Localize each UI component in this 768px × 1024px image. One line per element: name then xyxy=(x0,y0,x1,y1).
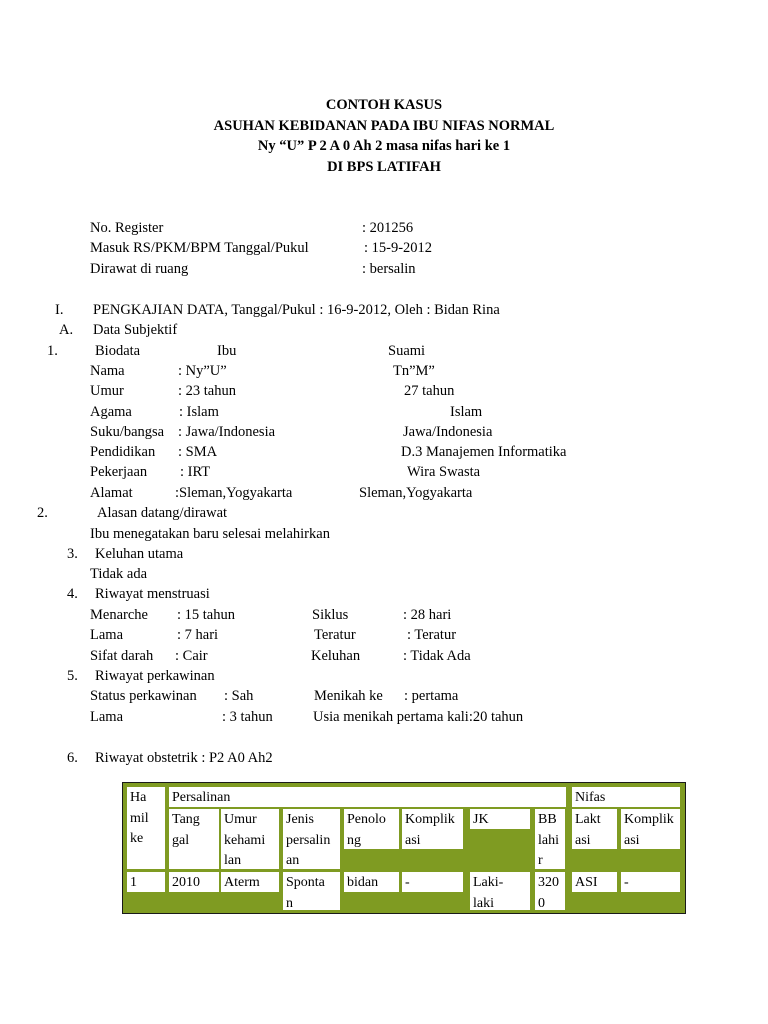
menstruasi-number: 4. xyxy=(67,586,78,602)
menikah-ke-label: Menikah ke xyxy=(314,688,383,704)
th-tanggal-line1: Tang xyxy=(172,812,200,827)
td-jk-line2: laki xyxy=(473,895,494,911)
td-jenis-line1: Sponta xyxy=(286,875,325,890)
th-persalinan: Persalinan xyxy=(169,787,566,807)
title-line-4: DI BPS LATIFAH xyxy=(327,159,441,175)
th-umur-line3: lan xyxy=(224,853,242,868)
alamat-suami: Sleman,Yogyakarta xyxy=(359,485,473,501)
menstruasi-label: Riwayat menstruasi xyxy=(95,586,210,602)
keluhan-number: 3. xyxy=(67,546,78,562)
menikah-ke-value: : pertama xyxy=(404,688,459,704)
th-laktasi xyxy=(572,809,617,849)
sifat-darah-label: Sifat darah xyxy=(90,648,154,664)
ruang-label: Dirawat di ruang xyxy=(90,261,189,277)
ruang-value: : bersalin xyxy=(362,261,416,277)
title-line-2: ASUHAN KEBIDANAN PADA IBU NIFAS NORMAL xyxy=(213,118,555,134)
th-hamil-ke xyxy=(127,787,165,869)
th-jenis-line1: Jenis xyxy=(286,812,314,827)
masuk-label: Masuk RS/PKM/BPM Tanggal/Pukul xyxy=(90,240,309,256)
th-tanggal xyxy=(169,809,219,869)
lama-haid-label: Lama xyxy=(90,627,124,643)
obstetrik-label: Riwayat obstetrik : P2 A0 Ah2 xyxy=(95,750,273,766)
pekerjaan-label: Pekerjaan xyxy=(90,464,148,480)
th-bb-line3: r xyxy=(538,853,543,868)
lama-menikah-value: : 3 tahun xyxy=(222,709,273,725)
th-komplikasi xyxy=(402,809,463,849)
biodata-number: 1. xyxy=(47,343,58,359)
th-bb-line2: lahi xyxy=(538,832,559,848)
td-hamil-ke: 1 xyxy=(127,872,165,892)
td-bb-line2: 0 xyxy=(538,895,545,911)
agama-suami: Islam xyxy=(450,404,483,420)
umur-suami: 27 tahun xyxy=(404,383,455,399)
keluhan-label: Keluhan utama xyxy=(95,546,184,562)
th-penolong xyxy=(344,809,399,849)
pekerjaan-suami: Wira Swasta xyxy=(407,464,481,480)
td-jk-line1: Laki- xyxy=(473,875,504,890)
masuk-value: : 15-9-2012 xyxy=(364,240,433,256)
section-a-heading: Data Subjektif xyxy=(93,322,178,338)
th-jenis-line3: an xyxy=(286,853,300,868)
th-bb-lahir xyxy=(535,809,565,869)
alasan-label: Alasan datang/dirawat xyxy=(97,505,228,521)
th-laktasi-line2: asi xyxy=(575,832,591,848)
perkawinan-number: 5. xyxy=(67,668,78,684)
siklus-label: Siklus xyxy=(312,607,349,623)
th-penolong-line1: Penolo xyxy=(347,812,386,827)
td-tanggal: 2010 xyxy=(169,872,219,892)
section-1-number: I. xyxy=(55,302,64,318)
th-hamil-line1: Ha xyxy=(130,790,147,805)
th-komplikasi-nifas xyxy=(621,809,680,849)
umur-label: Umur xyxy=(90,383,124,399)
perkawinan-label: Riwayat perkawinan xyxy=(95,668,215,684)
suku-ibu: : Jawa/Indonesia xyxy=(178,424,276,440)
th-umur-line2: kehami xyxy=(224,832,266,848)
th-penolong-line2: ng xyxy=(347,832,361,848)
th-umur-kehamilan xyxy=(221,809,279,869)
th-jk: JK xyxy=(470,809,530,829)
biodata-label: Biodata xyxy=(95,343,141,359)
alamat-ibu: :Sleman,Yogyakarta xyxy=(175,485,293,501)
suku-suami: Jawa/Indonesia xyxy=(403,424,493,440)
status-perkawinan-value: : Sah xyxy=(224,688,254,704)
section-1-heading: PENGKAJIAN DATA, Tanggal/Pukul : 16-9-2012, Oleh : Bidan Rina xyxy=(93,302,500,318)
register-no-label: No. Register xyxy=(90,220,164,236)
col-ibu-header: Ibu xyxy=(217,343,237,359)
td-umur-kehamilan: Aterm xyxy=(221,872,279,892)
alasan-number: 2. xyxy=(37,505,48,521)
obstetrik-number: 6. xyxy=(67,750,78,766)
menarche-label: Menarche xyxy=(90,607,148,623)
menarche-value: : 15 tahun xyxy=(177,607,235,623)
th-nifas: Nifas xyxy=(572,787,680,807)
keluhan-text: Tidak ada xyxy=(90,566,148,582)
section-a-number: A. xyxy=(59,322,74,338)
td-jenis-persalinan xyxy=(283,872,340,910)
title-line-1: CONTOH KASUS xyxy=(325,97,443,113)
nama-label: Nama xyxy=(90,363,125,379)
th-hamil-line3: ke xyxy=(130,831,144,846)
th-hamil-line2: mil xyxy=(130,810,149,826)
siklus-value: : 28 hari xyxy=(403,607,452,623)
sifat-darah-value: : Cair xyxy=(175,648,208,664)
nama-ibu: : Ny”U” xyxy=(178,363,227,379)
td-laktasi: ASI xyxy=(572,872,617,892)
lama-haid-value: : 7 hari xyxy=(177,627,219,643)
pendidikan-suami: D.3 Manajemen Informatika xyxy=(401,444,567,460)
th-jenis-persalinan xyxy=(283,809,340,869)
th-bb-line1: BB xyxy=(538,812,557,827)
alasan-text: Ibu menegatakan baru selesai melahirkan xyxy=(90,526,330,542)
td-jk xyxy=(470,872,530,910)
teratur-value: : Teratur xyxy=(407,627,457,643)
th-komplikasi-nifas-line2: asi xyxy=(624,832,640,848)
col-suami-header: Suami xyxy=(388,343,426,359)
pendidikan-label: Pendidikan xyxy=(90,444,156,460)
umur-ibu: : 23 tahun xyxy=(178,383,236,399)
agama-label: Agama xyxy=(90,404,132,420)
agama-ibu: : Islam xyxy=(179,404,219,420)
td-komplikasi-nifas: - xyxy=(621,872,680,892)
td-penolong: bidan xyxy=(344,872,399,892)
usia-menikah-text: Usia menikah pertama kali:20 tahun xyxy=(313,709,524,725)
nama-suami: Tn”M” xyxy=(393,363,435,379)
pekerjaan-ibu: : IRT xyxy=(180,464,211,480)
lama-menikah-label: Lama xyxy=(90,709,124,725)
title-line-3: Ny “U” P 2 A 0 Ah 2 masa nifas hari ke 1 xyxy=(257,138,511,154)
pendidikan-ibu: : SMA xyxy=(178,444,218,460)
td-bb-lahir xyxy=(535,872,565,910)
register-no-value: : 201256 xyxy=(362,220,414,236)
th-laktasi-line1: Lakt xyxy=(575,812,601,827)
th-komplikasi-line2: asi xyxy=(405,832,421,848)
td-jenis-line2: n xyxy=(286,895,293,911)
keluhan-haid-label: Keluhan xyxy=(311,648,361,664)
teratur-label: Teratur xyxy=(314,627,356,643)
keluhan-haid-value: : Tidak Ada xyxy=(403,648,471,664)
th-tanggal-line2: gal xyxy=(172,832,190,848)
th-komplikasi-line1: Komplik xyxy=(405,812,455,827)
th-umur-line1: Umur xyxy=(224,812,257,827)
status-perkawinan-label: Status perkawinan xyxy=(90,688,197,704)
th-jenis-line2: persalin xyxy=(286,832,331,848)
suku-label: Suku/bangsa xyxy=(90,424,165,440)
td-komplikasi: - xyxy=(402,872,463,892)
td-bb-line1: 320 xyxy=(538,875,559,890)
th-komplikasi-nifas-line1: Komplik xyxy=(624,812,674,827)
alamat-label: Alamat xyxy=(90,485,133,501)
